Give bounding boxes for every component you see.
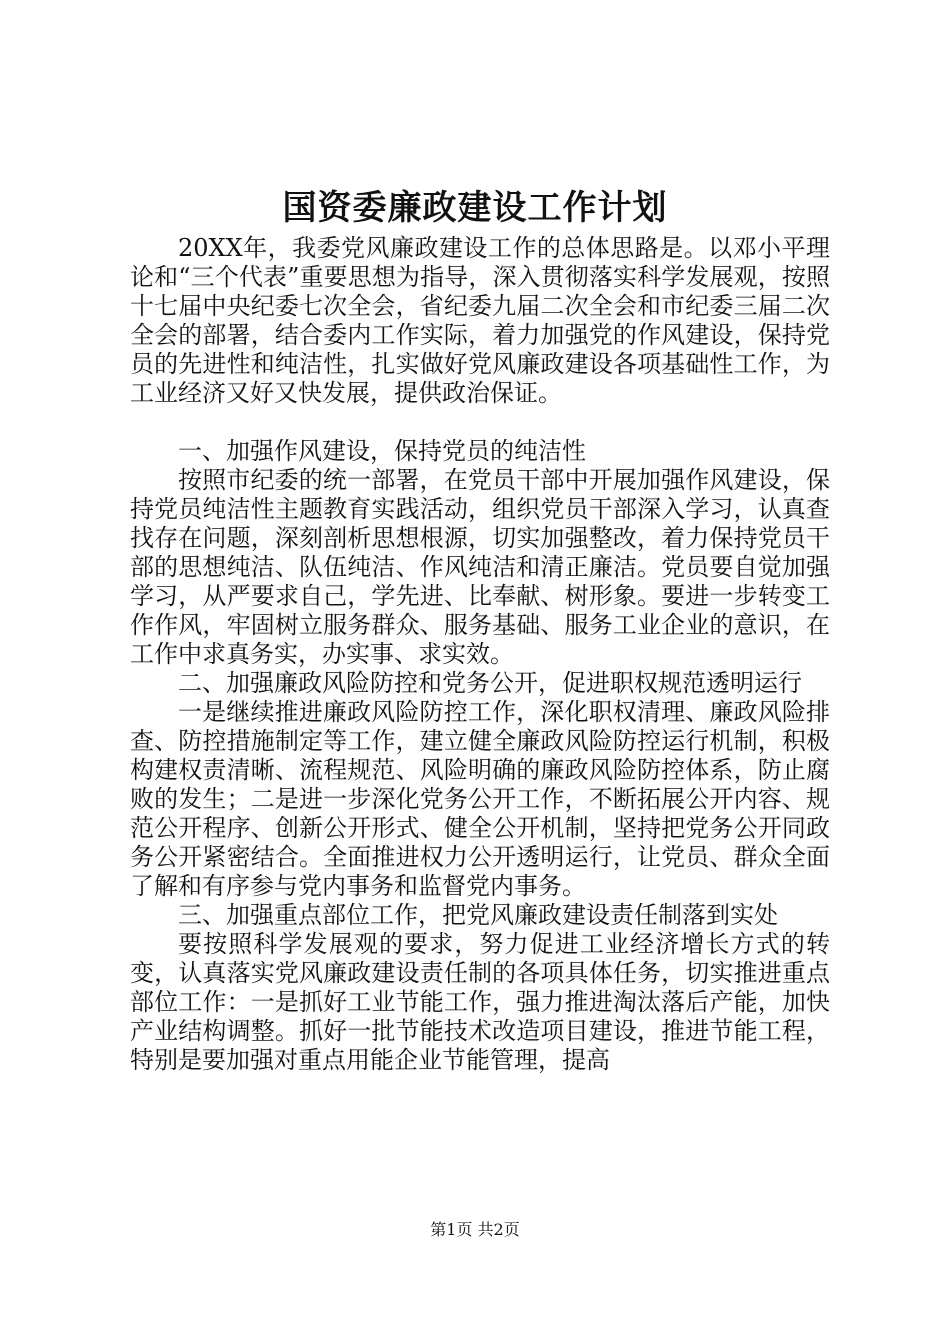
section-body-1: 按照市纪委的统一部署，在党员干部中开展加强作风建设，保持党员纯洁性主题教育实践活动，组织党员干部深入学习，认真查找存在问题，深刻剖析思想根源，切实加强整改，着力保持党员干部的思想纯洁、队伍纯洁、作风纯洁和清正廉洁。党员要自觉加强学习，从严要求自己，学先进、比奉献、树形象。要进一步转变工作作风，牢固树立服务群众、服务基础、服务工业企业的意识，在工作中求真务实，办实事、求实效。 — [130, 466, 830, 668]
intro-paragraph: 20XX年，我委党风廉政建设工作的总体思路是。以邓小平理论和“三个代表”重要思想为指导，深入贯彻落实科学发展观，按照十七届中央纪委七次全会，省纪委九届二次全会和市纪委三届二次全会的部署，结合委内工作实际，着力加强党的作风建设，保持党员的先进性和纯洁性，扎实做好党风廉政建设各项基础性工作，为工业经济又好又快发展，提供政治保证。 — [130, 234, 830, 407]
document-body — [130, 234, 830, 1075]
page-footer: 第1页 共2页 — [430, 1220, 520, 1239]
section-body-2: 一是继续推进廉政风险防控工作，深化职权清理、廉政风险排查、防控措施制定等工作，建立健全廉政风险防控运行机制，积极构建权责清晰、流程规范、风险明确的廉政风险防控体系，防止腐败的发生；二是进一步深化党务公开工作，不断拓展公开内容、规范公开程序、创新公开形式、健全公开机制，坚持把党务公开同政务公开紧密结合。全面推进权力公开透明运行，让党员、群众全面了解和有序参与党内事务和监督党内事务。 — [130, 698, 830, 900]
section-heading-2: 二、加强廉政风险防控和党务公开，促进职权规范透明运行 — [178, 669, 802, 697]
document-title: 国资委廉政建设工作计划 — [282, 188, 668, 228]
section-body-3: 要按照科学发展观的要求，努力促进工业经济增长方式的转变，认真落实党风廉政建设责任制的各项具体任务，切实推进重点部位工作：一是抓好工业节能工作，强力推进淘汰落后产能，加快产业结构调整。抓好一批节能技术改造项目建设，推进节能工程，特别是要加强对重点用能企业节能管理，提高 — [130, 930, 830, 1074]
section-heading-1: 一、加强作风建设，保持党员的纯洁性 — [178, 437, 586, 465]
paragraph-spacer — [130, 408, 830, 437]
section-heading-3: 三、加强重点部位工作，把党风廉政建设责任制落到实处 — [178, 901, 778, 929]
